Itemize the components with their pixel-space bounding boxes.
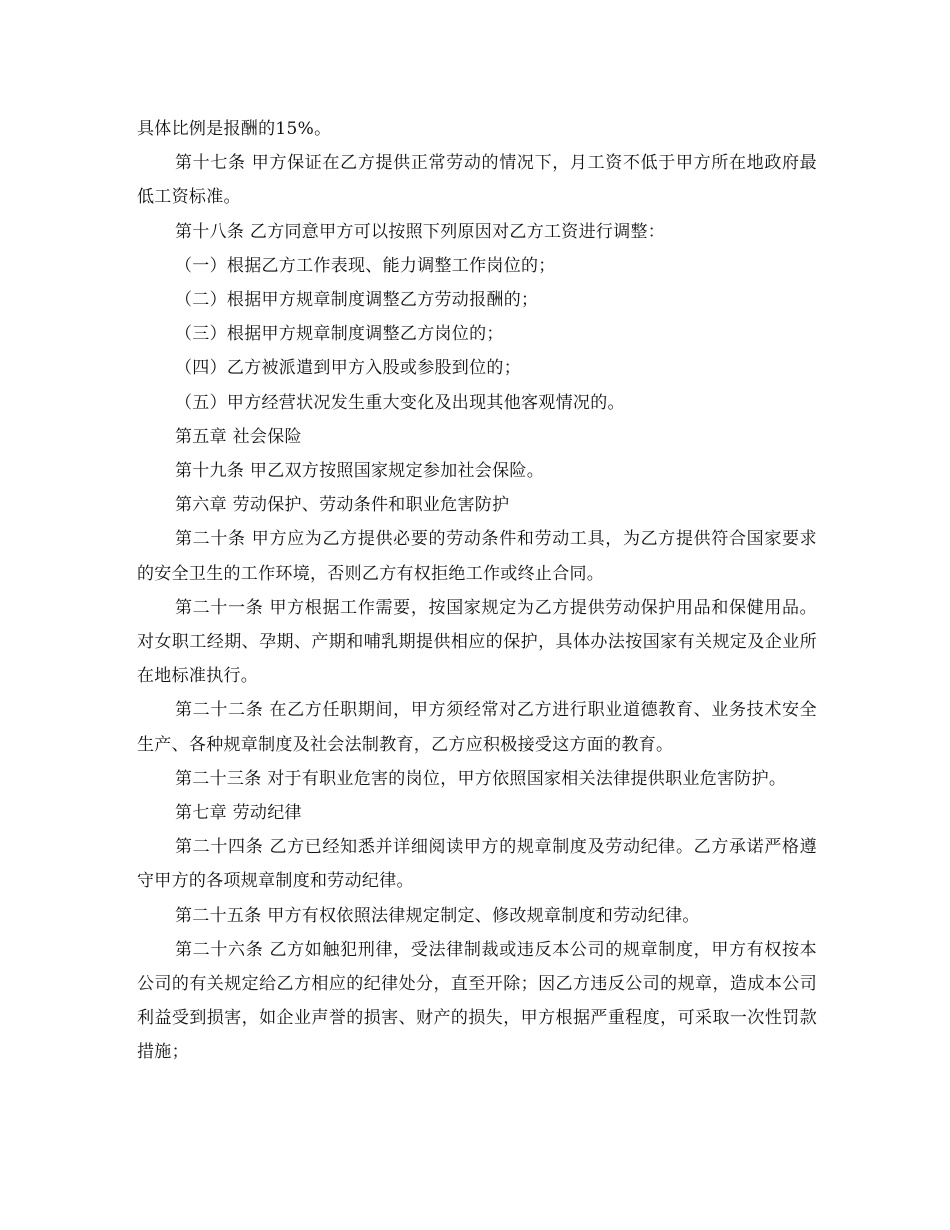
article-20: 第二十条 甲方应为乙方提供必要的劳动条件和劳动工具，为乙方提供符合国家要求的安全卫生的工作环境，否则乙方有权拒绝工作或终止合同。 (137, 529, 817, 584)
document-body (137, 112, 817, 1070)
chapter-7-heading: 第七章 劳动纪律 (175, 803, 302, 824)
article-18: 第十八条 乙方同意甲方可以按照下列原因对乙方工资进行调整： (175, 221, 666, 242)
article-18-item-5: （五）甲方经营状况发生重大变化及出现其他客观情况的。 (175, 392, 625, 413)
article-24: 第二十四条 乙方已经知悉并详细阅读甲方的规章制度及劳动纪律。乙方承诺严格遵守甲方的各项规章制度和劳动纪律。 (137, 837, 817, 892)
article-18-item-3: （三）根据甲方规章制度调整乙方岗位的； (175, 324, 504, 345)
article-18-item-4: （四）乙方被派遣到甲方入股或参股到位的； (175, 358, 521, 379)
article-18-item-2: （二）根据甲方规章制度调整乙方劳动报酬的； (175, 290, 539, 311)
paragraph-ratio: 具体比例是报酬的15%。 (137, 119, 332, 139)
article-22: 第二十二条 在乙方任职期间，甲方须经常对乙方进行职业道德教育、业务技术安全生产、各种规章制度及社会法制教育，乙方应积极接受这方面的教育。 (137, 700, 817, 755)
article-25: 第二十五条 甲方有权依照法律规定制定、修改规章制度和劳动纪律。 (175, 905, 700, 926)
article-21: 第二十一条 甲方根据工作需要，按国家规定为乙方提供劳动保护用品和保健用品。对女职工经期、孕期、产期和哺乳期提供相应的保护，具体办法按国家有关规定及企业所在地标准执行。 (137, 597, 817, 687)
article-18-item-1: （一）根据乙方工作表现、能力调整工作岗位的； (175, 255, 556, 276)
article-23: 第二十三条 对于有职业危害的岗位，甲方依照国家相关法律提供职业危害防护。 (175, 768, 787, 789)
chapter-5-heading: 第五章 社会保险 (175, 426, 302, 447)
article-17: 第十七条 甲方保证在乙方提供正常劳动的情况下，月工资不低于甲方所在地政府最低工资标准。 (137, 153, 817, 208)
article-19: 第十九条 甲乙双方按照国家规定参加社会保险。 (175, 461, 545, 482)
article-26: 第二十六条 乙方如触犯刑律，受法律制裁或违反本公司的规章制度，甲方有权按本公司的有关规定给乙方相应的纪律处分，直至开除；因乙方违反公司的规章，造成本公司利益受到损害，如企业声誉的损害、财产的损失，甲方根据严重程度，可采取一次性罚款措施； (137, 939, 817, 1063)
chapter-6-heading: 第六章 劳动保护、劳动条件和职业危害防护 (175, 495, 510, 516)
